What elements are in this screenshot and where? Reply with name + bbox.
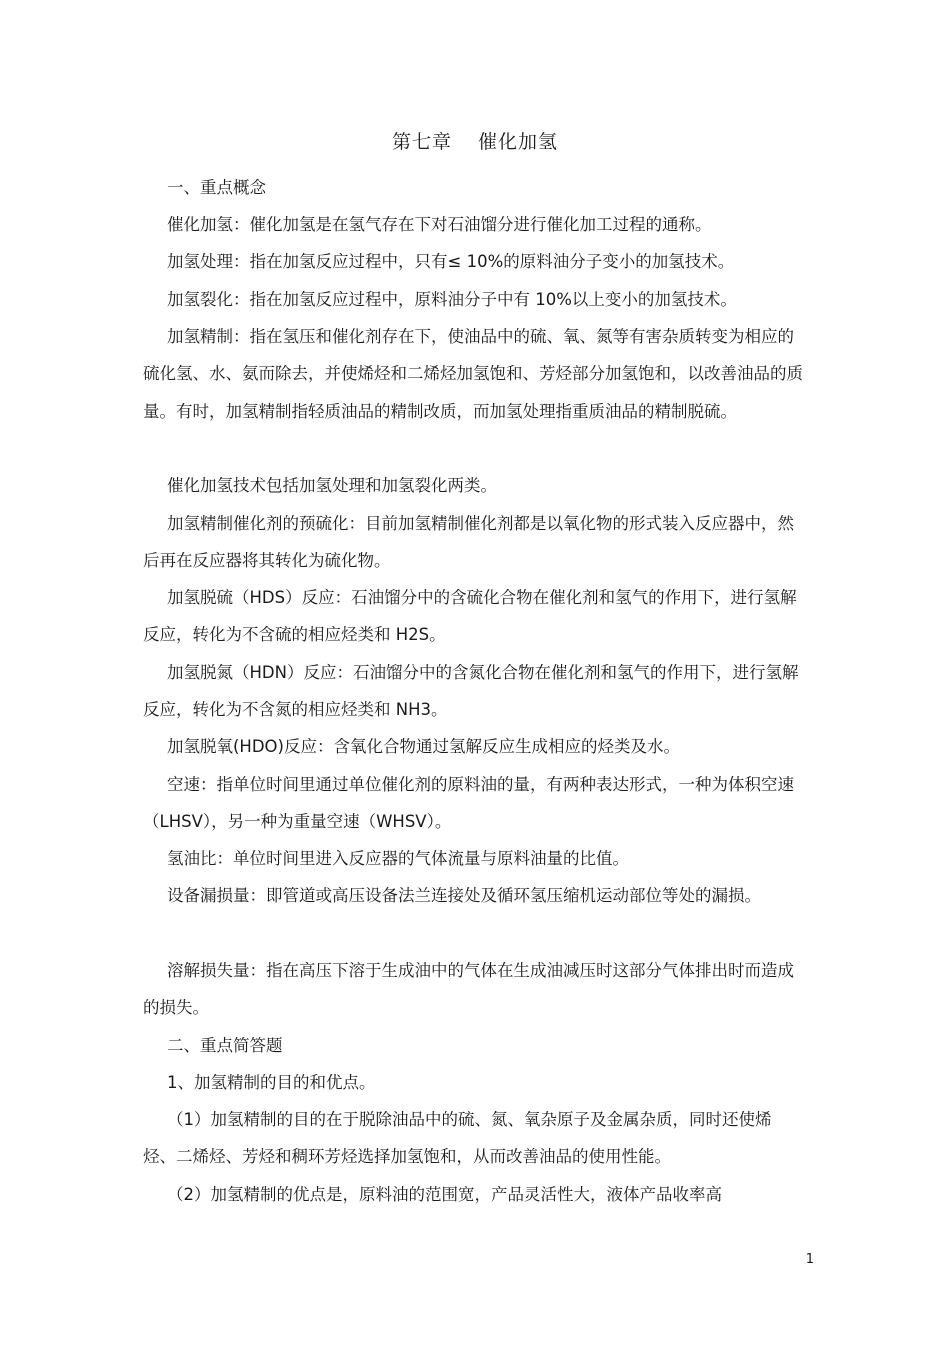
paragraph-equipment-leakage: 设备漏损量：即管道或高压设备法兰连接处及循环氢压缩机运动部位等处的漏损。 <box>167 886 761 905</box>
paragraph-dissolution-loss: 溶解损失量：指在高压下溶于生成油中的气体在生成油减压时这部分气体排出时而造成的损失。 <box>143 961 794 1018</box>
paragraph-hydrorefining: 加氢精制：指在氢压和催化剂存在下，使油品中的硫、氧、氮等有害杂质转变为相应的硫化氢、水、氨而除去，并使烯烃和二烯烃加氢饱和、芳烃部分加氢饱和，以改善油品的质量。有时，加氢精制指轻质油品的精制改质，而加氢处理指重质油品的精制脱硫。 <box>143 327 803 421</box>
paragraph-hdn: 加氢脱氮（HDN）反应：石油馏分中的含氮化合物在催化剂和氢气的作用下，进行氢解反应，转化为不含氮的相应烃类和 NH3。 <box>143 663 799 720</box>
section-heading-key-questions: 二、重点简答题 <box>167 1036 283 1055</box>
paragraph-hydrocracking: 加氢裂化：指在加氢反应过程中，原料油分子中有 10%以上变小的加氢技术。 <box>167 290 737 309</box>
paragraph-hdo: 加氢脱氧(HDO)反应：含氧化合物通过氢解反应生成相应的烃类及水。 <box>167 737 680 756</box>
question-1-heading: 1、加氢精制的目的和优点。 <box>167 1073 376 1092</box>
section-heading-key-concepts: 一、重点概念 <box>167 178 266 197</box>
paragraph-purpose: （1）加氢精制的目的在于脱除油品中的硫、氮、氧杂原子及金属杂质，同时还使烯烃、二烯烃、芳烃和稠环芳烃选择加氢饱和，从而改善油品的使用性能。 <box>143 1110 772 1167</box>
chapter-name: 催化加氢 <box>478 131 559 153</box>
paragraph-catalytic-hydrogenation: 催化加氢：催化加氢是在氢气存在下对石油馏分进行催化加工过程的通称。 <box>167 215 712 234</box>
paragraph-hydrogen-oil-ratio: 氢油比：单位时间里进入反应器的气体流量与原料油量的比值。 <box>167 849 629 868</box>
paragraph-hydrotreating: 加氢处理：指在加氢反应过程中，只有≤ 10%的原料油分子变小的加氢技术。 <box>167 252 735 271</box>
page-number: 1 <box>805 1252 814 1267</box>
paragraph-space-velocity: 空速：指单位时间里通过单位催化剂的原料油的量，有两种表达形式，一种为体积空速（LHSV），另一种为重量空速（WHSV）。 <box>143 775 794 832</box>
paragraph-hds: 加氢脱硫（HDS）反应：石油馏分中的含硫化合物在催化剂和氢气的作用下，进行氢解反应，转化为不含硫的相应烃类和 H2S。 <box>143 588 797 645</box>
chapter-title <box>0 128 950 156</box>
paragraph-presulfiding: 加氢精制催化剂的预硫化：目前加氢精制催化剂都是以氧化物的形式装入反应器中，然后再在反应器将其转化为硫化物。 <box>143 514 794 571</box>
chapter-number: 第七章 <box>391 131 452 153</box>
paragraph-technology-types: 催化加氢技术包括加氢处理和加氢裂化两类。 <box>167 476 497 495</box>
paragraph-advantages: （2）加氢精制的优点是，原料油的范围宽，产品灵活性大，液体产品收率高 <box>167 1185 722 1204</box>
